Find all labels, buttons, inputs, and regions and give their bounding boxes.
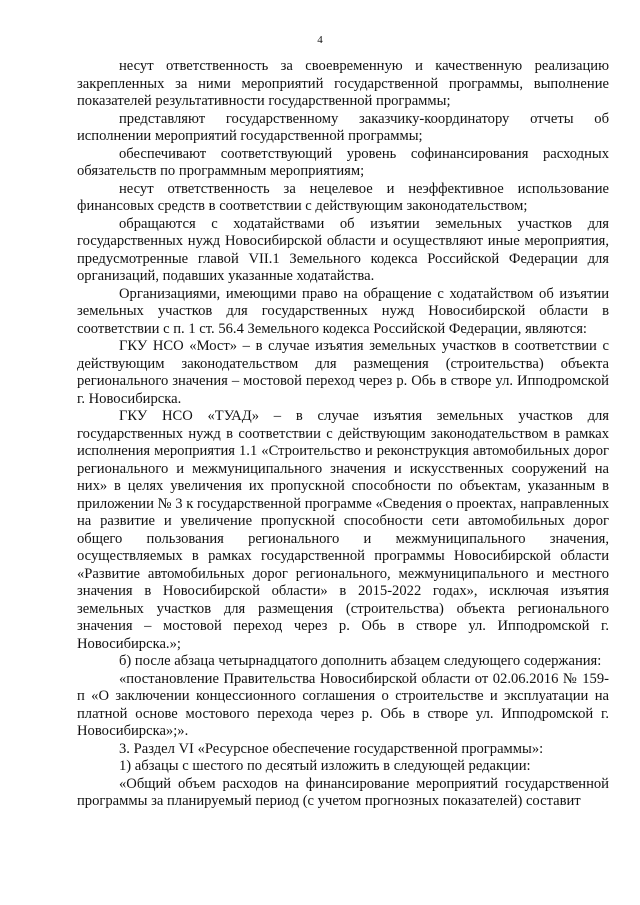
- paragraph: обеспечивают соответствующий уровень софинансирования расходных обязательств по программным мероприятиям;: [77, 145, 609, 179]
- paragraph: 1) абзацы с шестого по десятый изложить в следующей редакции:: [119, 758, 531, 774]
- paragraph: несут ответственность за своевременную и качественную реализацию закрепленных за ними мероприятий государственной программы, выполнение показателей результативности государственной программы;: [77, 58, 609, 109]
- page-number: 4: [317, 34, 323, 46]
- paragraph: ГКУ НСО «Мост» – в случае изъятия земельных участков в соответствии с действующим законодательством для размещения (строительства) объекта регионального значения – мостовой переход через р. Обь в створе ул. Ипподромской г. Новосибирска.: [77, 338, 609, 407]
- paragraph: ГКУ НСО «ТУАД» – в случае изъятия земельных участков для государственных нужд в соответствии с действующим законодательством в рамках исполнения мероприятия 1.1 «Строительство и реконструкция автомобильных дорог регионального и межмуниципального значения и искусственных сооружений на них» в целях увеличения их пропускной способности по объектам, указанным в приложении № 3 к государственной программе «Сведения о проектах, направленных на развитие и увеличение пропускной способности сети автомобильных дорог общего пользования регионального и межмуниципального значения, осуществляемых в рамках государственной программы Новосибирской области «Развитие автомобильных дорог регионального, межмуниципального и местного значения в Новосибирской области» в 2015-2022 годах», исключая изъятия земельных участков для размещения (строительства) объекта регионального значения – мостовой переход через р. Обь в створе ул. Ипподромской г. Новосибирска.»;: [77, 408, 609, 652]
- paragraph: «постановление Правительства Новосибирской области от 02.06.2016 № 159-п «О заключении концессионного соглашения о строительстве и эксплуатации на платной основе мостового перехода через р. Обь в створе ул. Ипподромской г. Новосибирска»;».: [77, 670, 609, 739]
- document-body: [77, 58, 609, 811]
- paragraph: обращаются с ходатайствами об изъятии земельных участков для государственных нужд Новосибирской области и осуществляют иные мероприятия, предусмотренные главой VII.1 Земельного кодекса Российской Федерации для организаций, подавших указанные ходатайства.: [77, 215, 609, 284]
- paragraph: представляют государственному заказчику-координатору отчеты об исполнении мероприятий государственной программы;: [77, 110, 609, 144]
- paragraph: б) после абзаца четырнадцатого дополнить абзацем следующего содержания:: [119, 653, 602, 669]
- paragraph: «Общий объем расходов на финансирование мероприятий государственной программы за планируемый период (с учетом прогнозных показателей) составит: [77, 775, 609, 809]
- paragraph: несут ответственность за нецелевое и неэффективное использование финансовых средств в соответствии с действующим законодательством;: [77, 180, 609, 214]
- paragraph: Организациями, имеющими право на обращение с ходатайством об изъятии земельных участков для государственных нужд Новосибирской области в соответствии с п. 1 ст. 56.4 Земельного кодекса Российской Федерации, являются:: [77, 285, 609, 337]
- paragraph: 3. Раздел VI «Ресурсное обеспечение государственной программы»:: [119, 740, 544, 757]
